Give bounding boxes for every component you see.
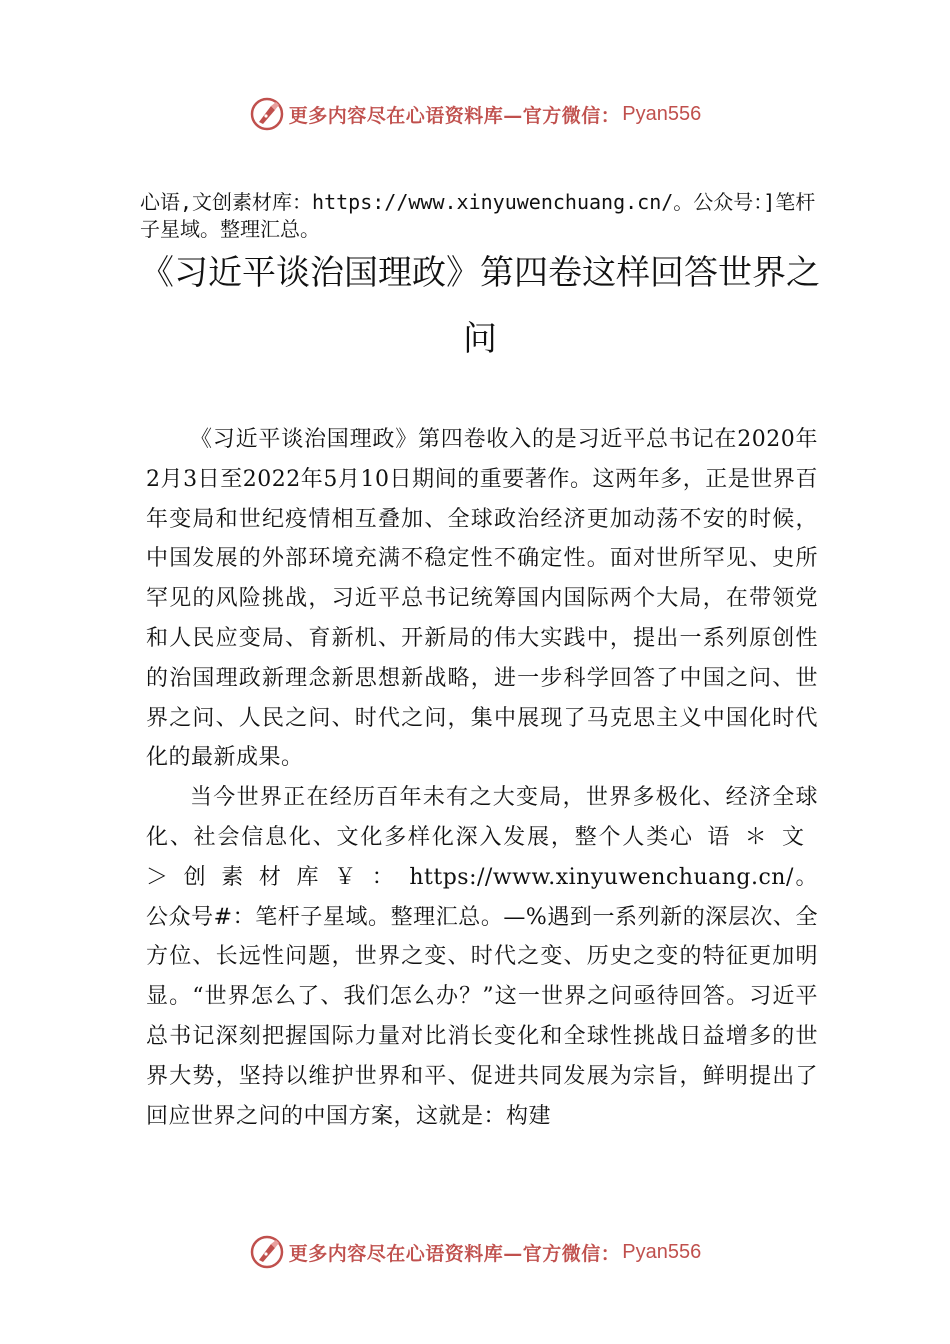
paragraph-2-url: https:// — [409, 864, 493, 890]
pen-nib-logo-icon — [249, 96, 285, 132]
paragraph-2 — [146, 778, 818, 1136]
document-title: 《习近平谈治国理政》第四卷这样回答世界之问 — [140, 253, 820, 359]
document-body — [146, 420, 818, 1136]
banner-text: 更多内容尽在心语资料库—官方微信： — [288, 1242, 621, 1265]
banner-contact: Pyan556 — [622, 102, 702, 125]
paragraph-1: 《习近平谈治国理政》第四卷收入的是习近平总书记在2020年2月3日至2022年5月10日期间的重要著作。这两年多，正是世界百年变局和世纪疫情相互叠加、全球政治经济更加动荡不安的时候，中国发展的外部环境充满不稳定性不确定性。面对世所罕见、史所罕见的风险挑战，习近平总书记统筹国内国际两个大局，在带领党和人民应变局、育新机、开新局的伟大实践中，提出一系列原创性的治国理政新理念新思想新战略，进一步科学回答了中国之问、世界之问、人民之问、时代之问，集中展现了马克思主义中国化时代化的最新成果。 — [146, 427, 818, 771]
banner-text: 更多内容尽在心语资料库—官方微信： — [288, 104, 621, 127]
watermark-text: 心语,文创素材库：https://www.xinyuwenchuang.cn/。公众号：]笔杆子星域。整理汇总。 — [140, 190, 816, 241]
paragraph-2-tail: www.xinyuwenchuang.cn/。公众号#：笔杆子星域。整理汇总。—%遇到一系列新的深层次、全方位、长远性问题，世界之变、时代之变、历史之变的特征更加明显。“世界怎么了、我们怎么办？”这一世界之问亟待回答。习近平总书记深刻把握国际力量对比消长变化和全球性挑战日益增多的世界大势，坚持以维护世界和平、促进共同发展为宗旨，鲜明提出了回应世界之问的中国方案，这就是：构建 — [146, 864, 818, 1129]
paragraph-2-watermark: 心语＊文＞创素材库￥： — [146, 824, 818, 890]
footer-banner — [0, 1232, 950, 1272]
paragraph-2-lead: 当今世界正在经历百年未有之大变局，世界多极化、经济全球化、社会信息化、文化多样化深入发展，整个人类 — [146, 785, 818, 850]
header-banner — [0, 94, 950, 134]
pen-nib-logo-icon — [249, 1234, 285, 1270]
banner-contact: Pyan556 — [622, 1240, 702, 1263]
